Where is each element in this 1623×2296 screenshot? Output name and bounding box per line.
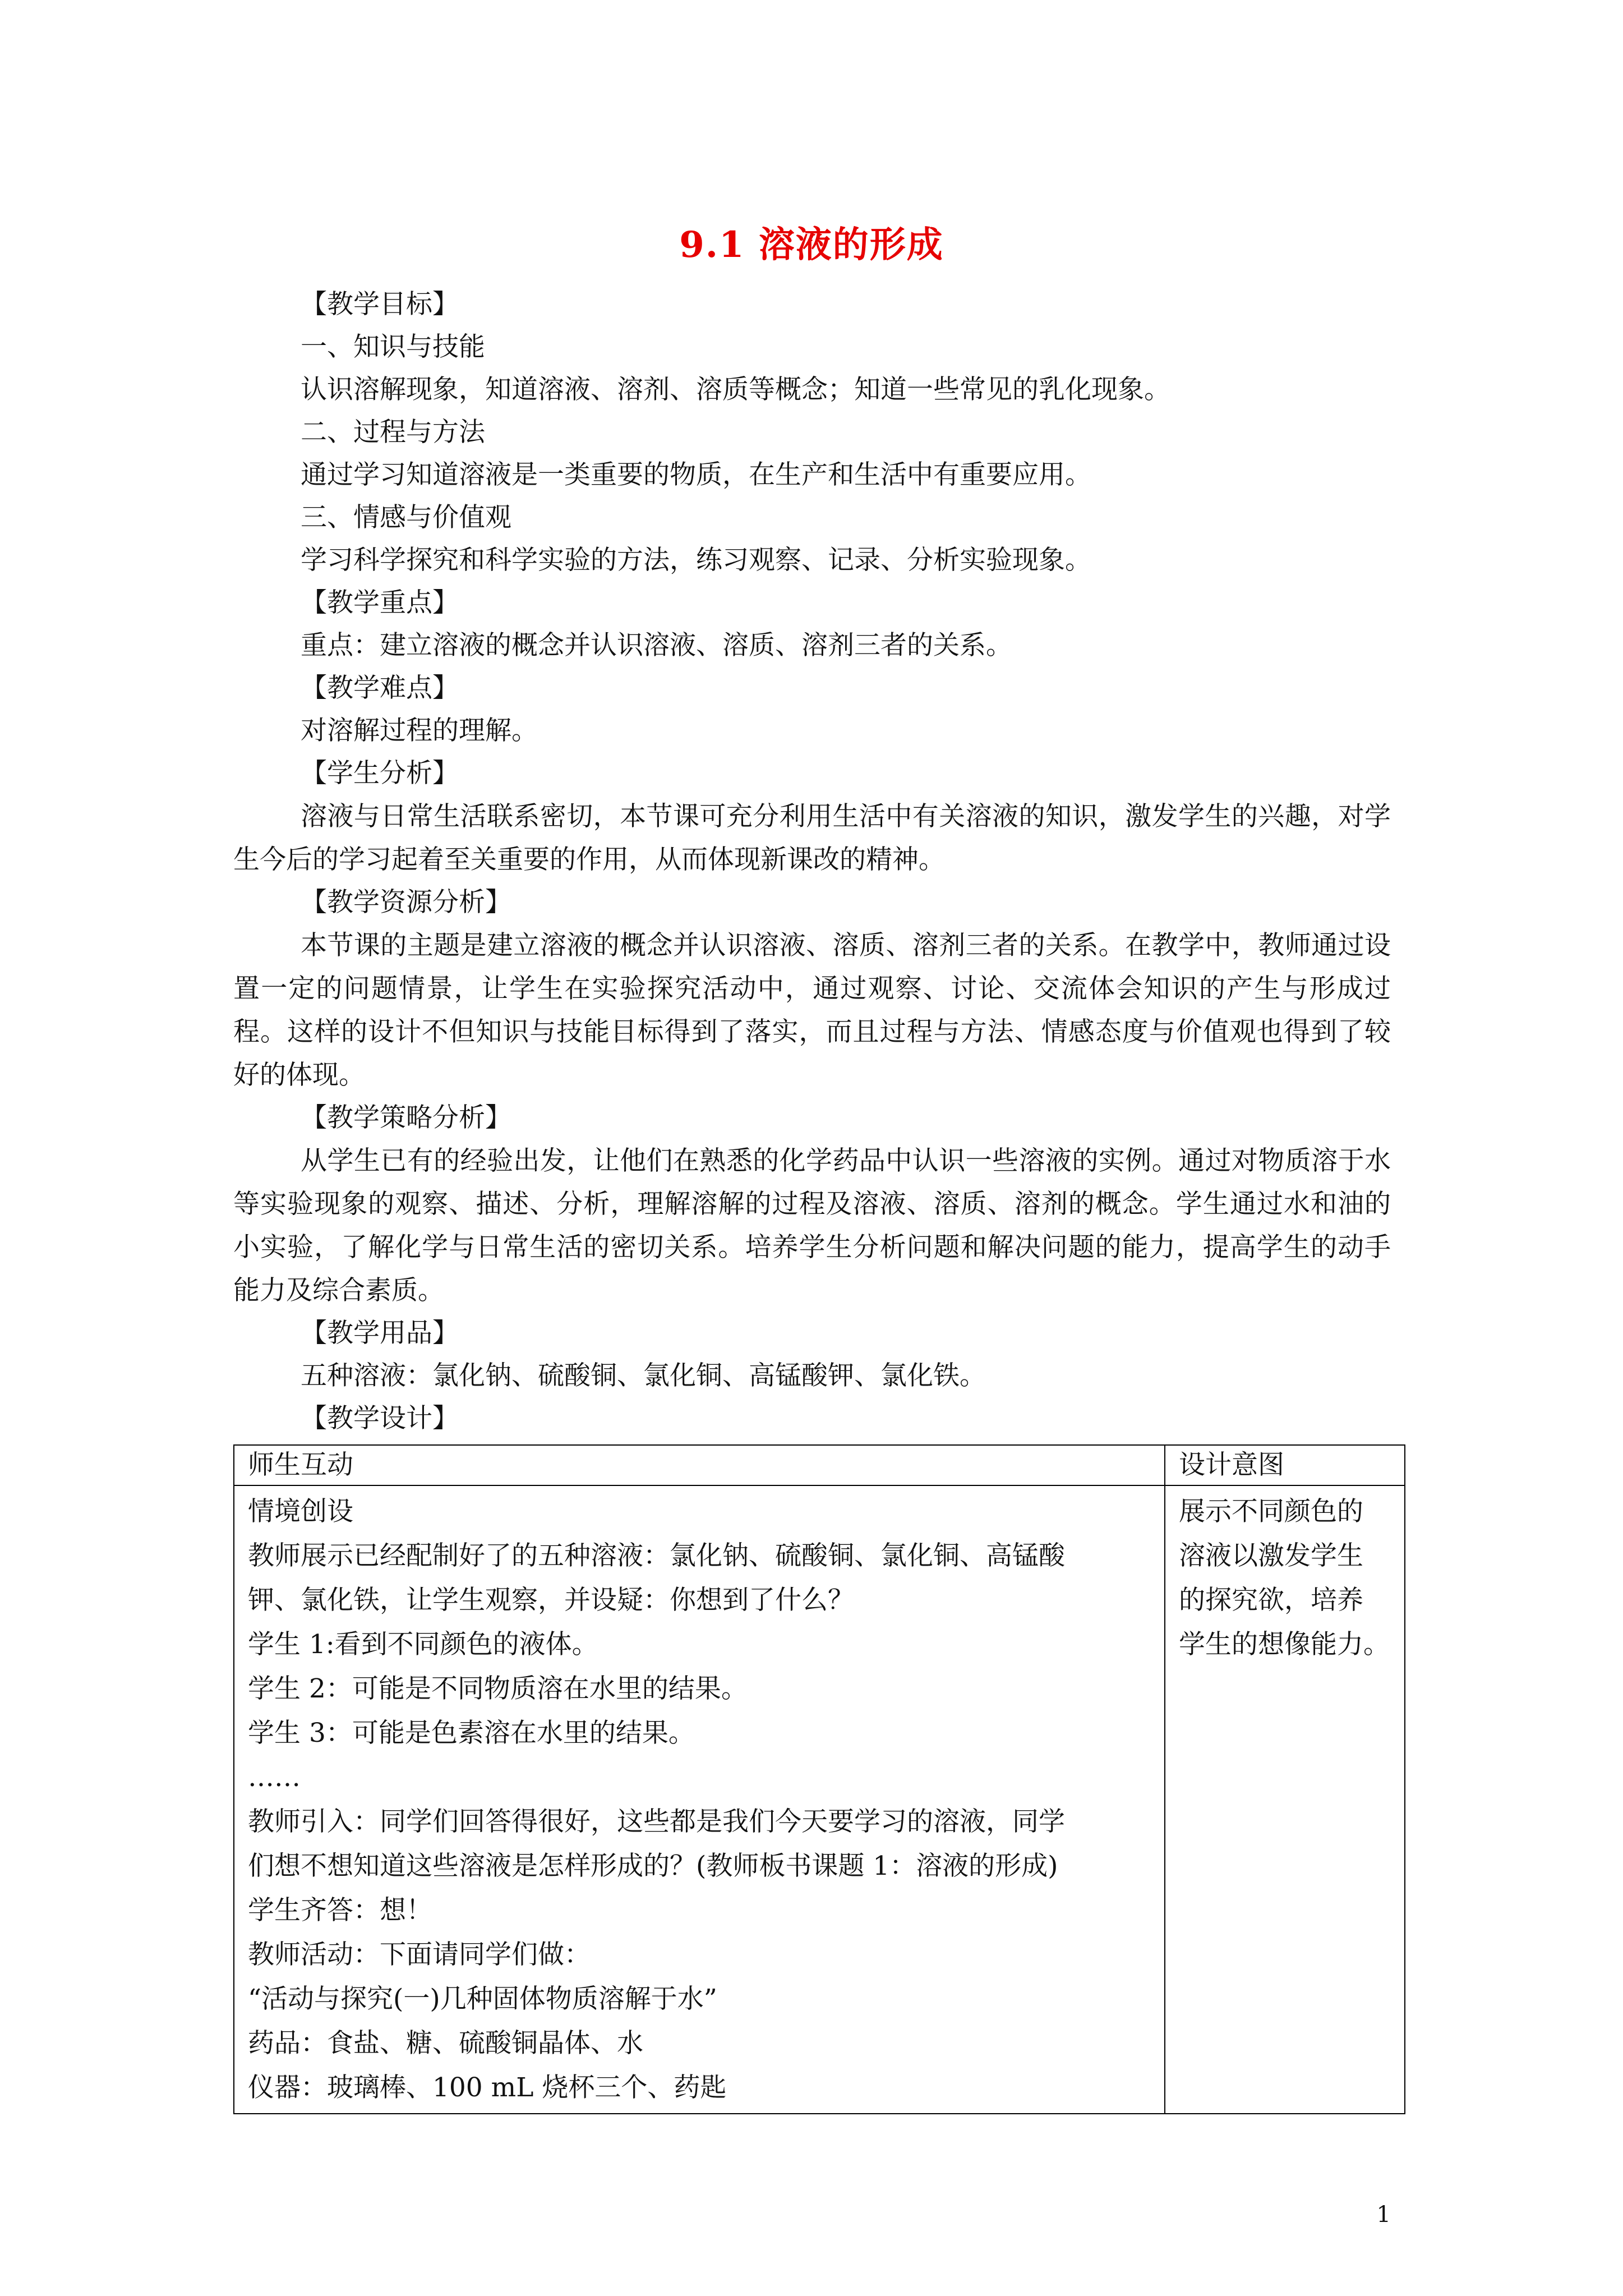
text-line: 一、知识与技能	[301, 332, 485, 362]
table-line: 药品：食盐、糖、硫酸铜晶体、水	[248, 2028, 643, 2059]
page-number: 1	[1376, 2202, 1391, 2228]
section-heading: 【教学重点】	[301, 587, 459, 618]
section-heading: 【教学策略分析】	[301, 1102, 511, 1133]
table-line: 学生 1:看到不同颜色的液体。	[248, 1629, 598, 1660]
intent-line: 的探究欲，培养	[1179, 1585, 1363, 1616]
section-heading: 【教学资源分析】	[301, 887, 511, 918]
table-line: 学生 2：可能是不同物质溶在水里的结果。	[248, 1673, 748, 1704]
table-line: 教师活动：下面请同学们做：	[248, 1939, 591, 1970]
text-line: 二、过程与方法	[301, 417, 485, 448]
paragraph-student-analysis: 溶液与日常生活联系密切，本节课可充分利用生活中有关溶液的知识，激发学生的兴趣，对学生今后的学习起着至关重要的作用，从而体现新课改的精神。	[233, 801, 1391, 875]
table-line: 仪器：玻璃棒、100 mL 烧杯三个、药匙	[248, 2072, 727, 2103]
design-table	[233, 1444, 1405, 2114]
text-line: 五种溶液：氯化钠、硫酸铜、氯化铜、高锰酸钾、氯化铁。	[301, 1360, 986, 1391]
page-title: 9.1 溶液的形成	[679, 224, 944, 266]
intent-line: 溶液以激发学生	[1179, 1540, 1363, 1571]
table-line: 们想不想知道这些溶液是怎样形成的？(教师板书课题 1：溶液的形成)	[248, 1851, 1058, 1881]
section-heading: 【教学目标】	[301, 289, 459, 320]
header-interaction: 师生互动	[234, 1445, 1165, 1485]
table-line: 学生 3：可能是色素溶在水里的结果。	[248, 1718, 695, 1749]
paragraph-resource-analysis: 本节课的主题是建立溶液的概念并认识溶液、溶质、溶剂三者的关系。在教学中，教师通过设置一定的问题情景，让学生在实验探究活动中，通过观察、讨论、交流体会知识的产生与形成过程。这样的设计不但知识与技能目标得到了落实，而且过程与方法、情感态度与价值观也得到了较好的体现。	[233, 930, 1391, 1091]
intent-line: 学生的想像能力。	[1179, 1629, 1390, 1660]
document-body	[233, 283, 1391, 1440]
text-line: 学习科学探究和科学实验的方法，练习观察、记录、分析实验现象。	[301, 545, 1091, 576]
table-line: 教师展示已经配制好了的五种溶液：氯化钠、硫酸铜、氯化铜、高锰酸	[248, 1540, 1065, 1571]
intent-cell	[1165, 1485, 1405, 2114]
table-line: 情境创设	[248, 1496, 353, 1527]
section-heading: 【学生分析】	[301, 758, 459, 789]
text-line: 认识溶解现象，知道溶液、溶剂、溶质等概念；知道一些常见的乳化现象。	[301, 374, 1170, 405]
table-line: 钾、氯化铁，让学生观察，并设疑：你想到了什么？	[248, 1585, 854, 1616]
intent-line: 展示不同颜色的	[1179, 1496, 1363, 1527]
header-intent: 设计意图	[1165, 1445, 1405, 1485]
section-heading: 【教学难点】	[301, 673, 459, 703]
table-header-row	[234, 1445, 1405, 1485]
table-line: “活动与探究(一)几种固体物质溶解于水”	[248, 1984, 717, 2014]
paragraph-strategy-analysis: 从学生已有的经验出发，让他们在熟悉的化学药品中认识一些溶液的实例。通过对物质溶于水等实验现象的观察、描述、分析，理解溶解的过程及溶液、溶质、溶剂的概念。学生通过水和油的小实验，了解化学与日常生活的密切关系。培养学生分析问题和解决问题的能力，提高学生的动手能力及综合素质。	[233, 1145, 1391, 1306]
text-line: 对溶解过程的理解。	[301, 715, 538, 746]
text-line: 通过学习知道溶液是一类重要的物质，在生产和生活中有重要应用。	[301, 459, 1091, 490]
table-line: 教师引入：同学们回答得很好，这些都是我们今天要学习的溶液，同学	[248, 1806, 1065, 1837]
text-line: 重点：建立溶液的概念并认识溶液、溶质、溶剂三者的关系。	[301, 630, 1012, 661]
table-line: 学生齐答：想！	[248, 1895, 432, 1926]
text-line: 三、情感与价值观	[301, 502, 511, 533]
section-heading: 【教学用品】	[301, 1318, 459, 1349]
section-heading: 【教学设计】	[301, 1403, 459, 1434]
interaction-cell	[234, 1485, 1165, 2114]
table-line: ……	[248, 1762, 301, 1793]
table-row	[234, 1485, 1405, 2114]
